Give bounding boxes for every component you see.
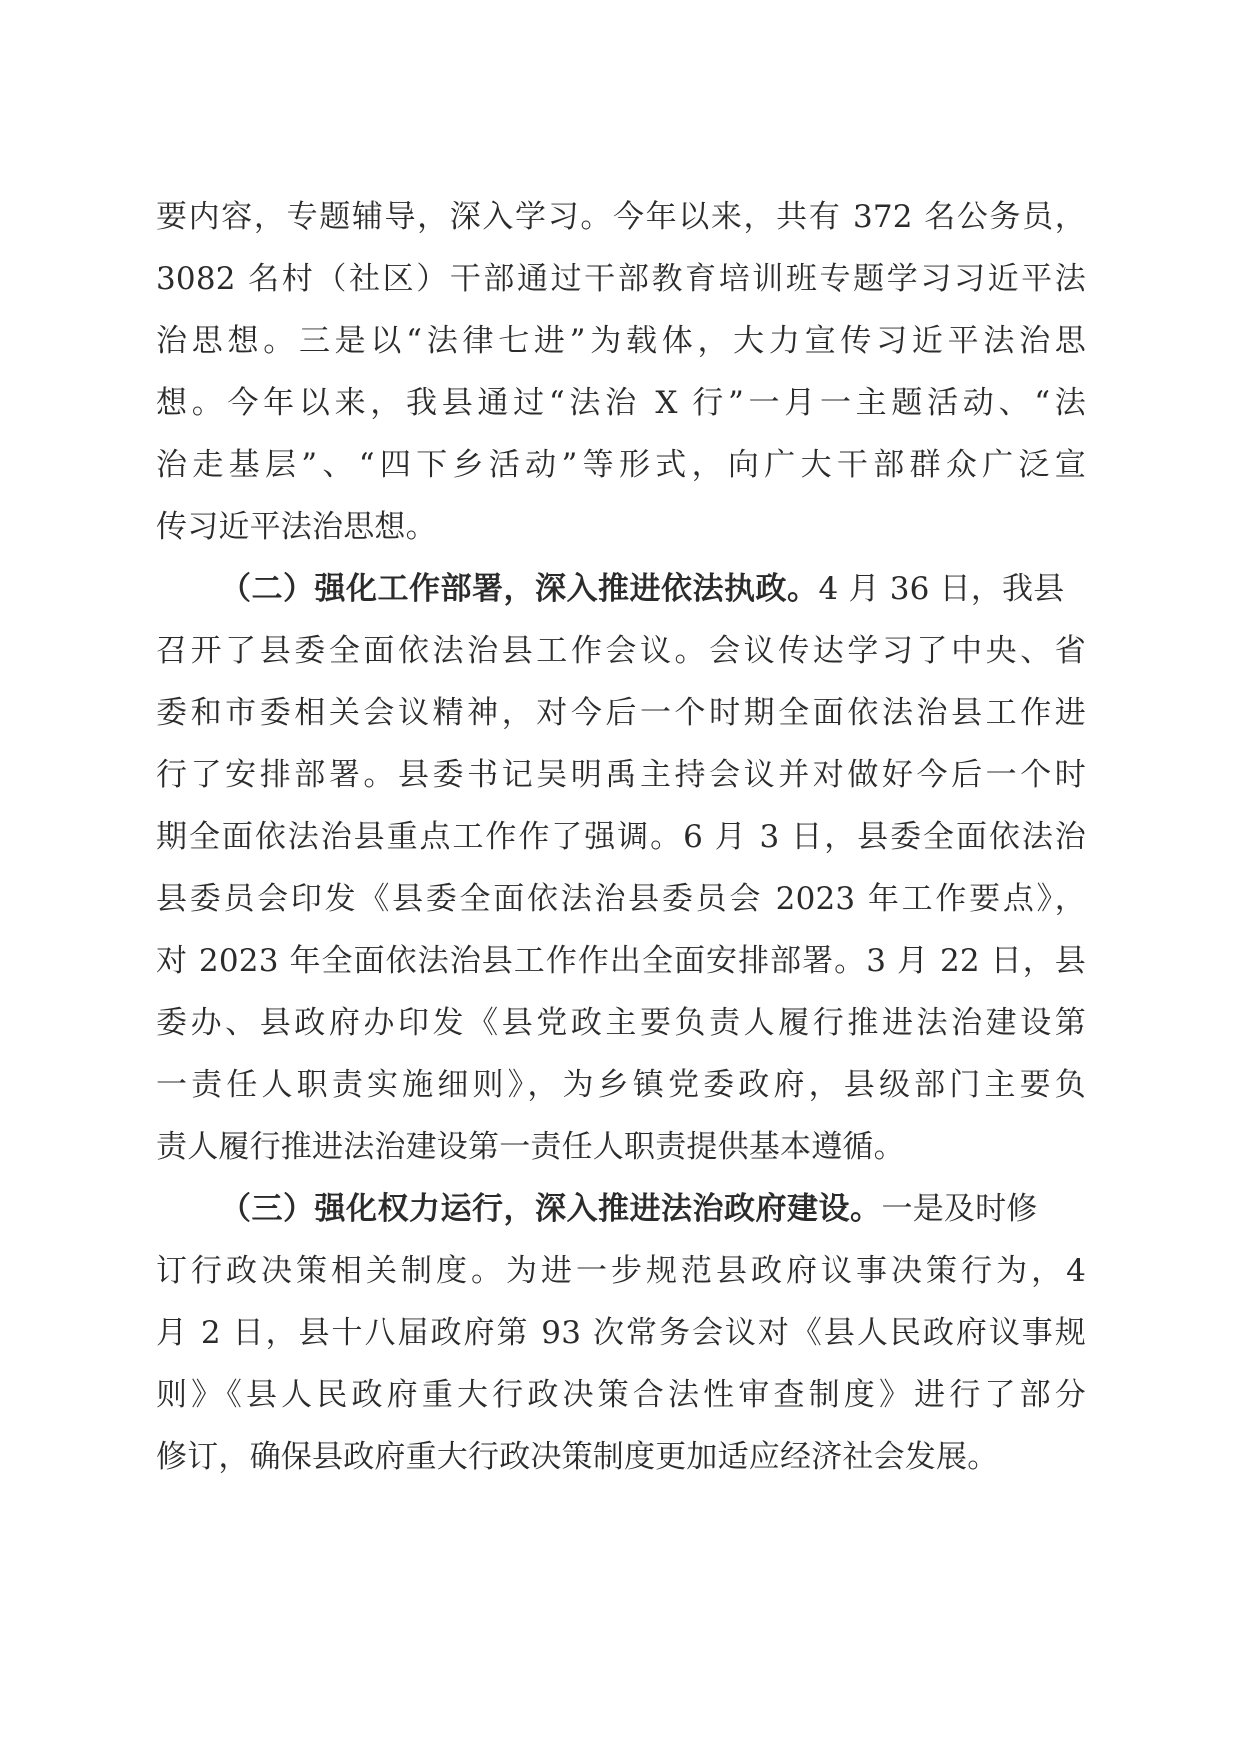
paragraph-line: 对 2023 年全面依法治县工作作出全面安排部署。3 月 22 日，县 xyxy=(156,943,1086,979)
paragraph-line: 治走基层”、“四下乡活动”等形式，向广大干部群众广泛宣 xyxy=(156,447,1086,483)
section-heading-2: （二）强化工作部署，深入推进依法执政。 xyxy=(220,571,819,607)
paragraph-1 xyxy=(156,186,1086,558)
paragraph-line: 召开了县委全面依法治县工作会议。会议传达学习了中央、省 xyxy=(156,633,1086,669)
paragraph-line: 期全面依法治县重点工作作了强调。6 月 3 日，县委全面依法治 xyxy=(156,819,1086,855)
paragraph-line: 一责任人职责实施细则》，为乡镇党委政府，县级部门主要负 xyxy=(156,1067,1086,1103)
paragraph-line: 3082 名村（社区）干部通过干部教育培训班专题学习习近平法 xyxy=(156,261,1086,297)
section-heading-3: （三）强化权力运行，深入推进法治政府建设。 xyxy=(220,1191,882,1227)
paragraph-text: 一是及时修 xyxy=(881,1191,1038,1227)
paragraph-first-line xyxy=(156,558,1086,620)
paragraph-line: 县委员会印发《县委全面依法治县委员会 2023 年工作要点》， xyxy=(156,881,1086,917)
paragraph-line: 要内容，专题辅导，深入学习。今年以来，共有 372 名公务员， xyxy=(156,199,1086,235)
paragraph-line: 治思想。三是以“法律七进”为载体，大力宣传习近平法治思 xyxy=(156,323,1086,359)
paragraph-line: 委办、县政府办印发《县党政主要负责人履行推进法治建设第 xyxy=(156,1005,1086,1041)
paragraph-line: 责人履行推进法治建设第一责任人职责提供基本遵循。 xyxy=(156,1129,905,1165)
paragraph-line: 行了安排部署。县委书记吴明禹主持会议并对做好今后一个时 xyxy=(156,757,1086,793)
paragraph-line: 月 2 日，县十八届政府第 93 次常务会议对《县人民政府议事规 xyxy=(156,1315,1086,1351)
paragraph-line: 则》《县人民政府重大行政决策合法性审查制度》进行了部分 xyxy=(156,1377,1086,1413)
paragraph-line: 传习近平法治思想。 xyxy=(156,509,437,545)
document-body xyxy=(156,186,1086,1488)
paragraph-first-line xyxy=(156,1178,1086,1240)
paragraph-2 xyxy=(156,558,1086,1178)
paragraph-line: 订行政决策相关制度。为进一步规范县政府议事决策行为，4 xyxy=(156,1253,1086,1289)
paragraph-3 xyxy=(156,1178,1086,1488)
paragraph-line: 委和市委相关会议精神，对今后一个时期全面依法治县工作进 xyxy=(156,695,1086,731)
paragraph-line: 修订，确保县政府重大行政决策制度更加适应经济社会发展。 xyxy=(156,1439,999,1475)
paragraph-line: 想。今年以来，我县通过“法治 X 行”一月一主题活动、“法 xyxy=(156,385,1086,421)
paragraph-text: 4 月 36 日，我县 xyxy=(818,571,1065,607)
